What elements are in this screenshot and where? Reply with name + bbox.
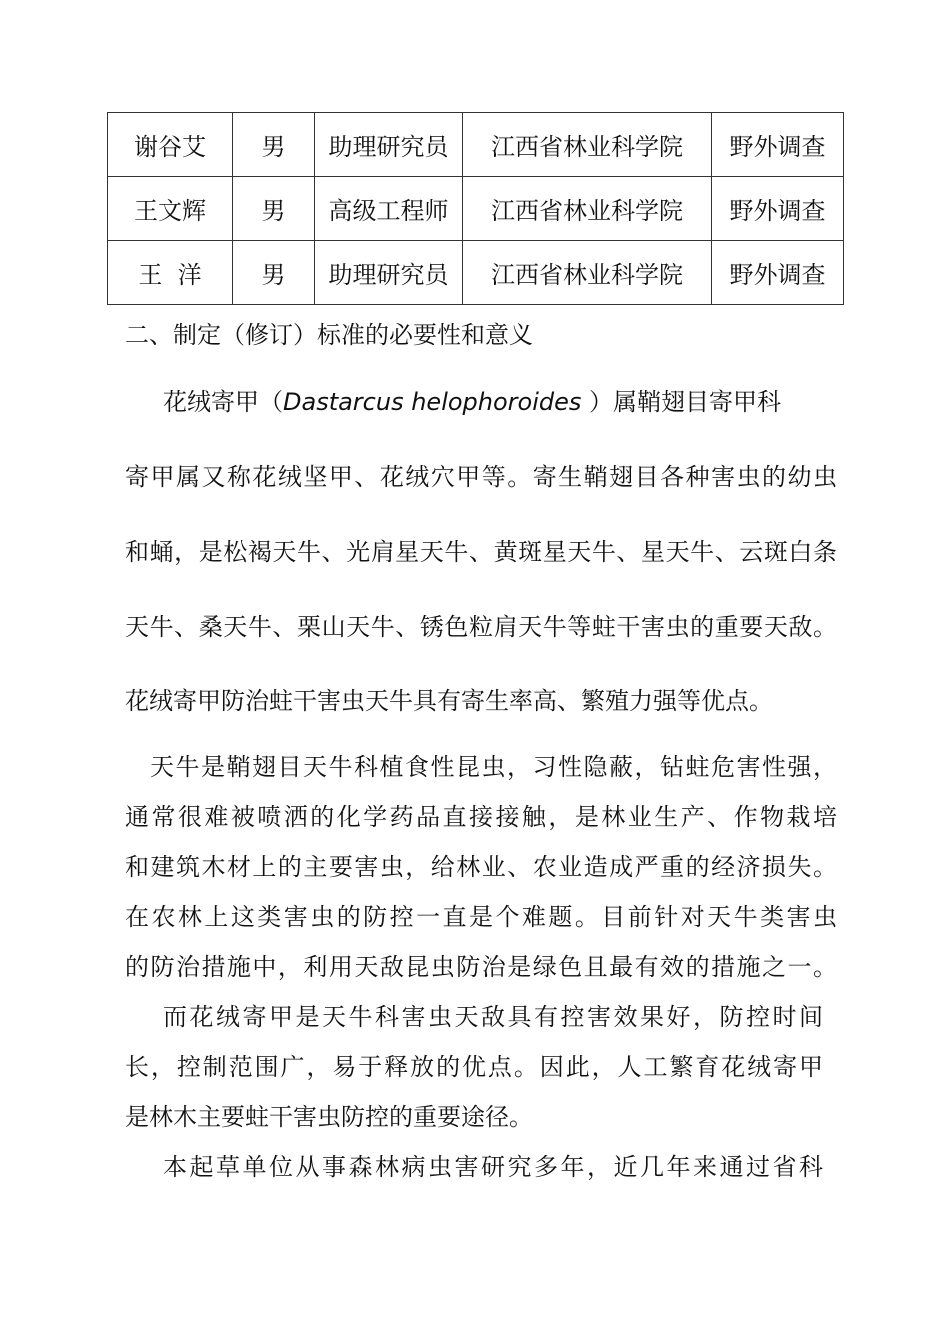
para1-line: 寄甲属又称花绒坚甲、花绒穴甲等。寄生鞘翅目各种害虫的幼虫: [125, 463, 837, 491]
table-row: [108, 177, 844, 241]
table-row: [108, 241, 844, 305]
table-cell-gender: 男: [233, 241, 315, 305]
table-cell-title: 高级工程师: [315, 177, 463, 241]
para1-line: [163, 387, 837, 417]
table-cell-title: 助理研究员: [315, 113, 463, 177]
table-cell-duty: 野外调查: [712, 241, 844, 305]
staff-table: [107, 112, 844, 305]
table-cell-name: 谢谷艾: [108, 113, 233, 177]
section-heading: 二、制定（修订）标准的必要性和意义: [125, 321, 533, 349]
para2-line: 天牛是鞘翅目天牛科植食性昆虫，习性隐蔽，钻蛀危害性强，: [150, 753, 837, 781]
para3-line: 是林木主要蛀干害虫防控的重要途径。: [125, 1103, 533, 1131]
para3-line: 而花绒寄甲是天牛科害虫天敌具有控害效果好，防控时间: [163, 1003, 823, 1031]
para1-line1-prefix: 花绒寄甲（: [163, 388, 283, 416]
table-cell-title: 助理研究员: [315, 241, 463, 305]
para2-line: 在农林上这类害虫的防控一直是个难题。目前针对天牛类害虫: [125, 903, 837, 931]
para1-line: 和蛹，是松褐天牛、光肩星天牛、黄斑星天牛、星天牛、云斑白条: [125, 538, 837, 566]
latin-species-name: Dastarcus helophoroides: [283, 388, 582, 416]
para2-line: 的防治措施中，利用天敌昆虫防治是绿色且最有效的措施之一。: [125, 953, 837, 981]
para2-line: 和建筑木材上的主要害虫，给林业、农业造成严重的经济损失。: [125, 853, 837, 881]
table-cell-organization: 江西省林业科学院: [463, 177, 712, 241]
table-cell-duty: 野外调查: [712, 113, 844, 177]
table-cell-gender: 男: [233, 113, 315, 177]
table-cell-name: 王文辉: [108, 177, 233, 241]
para4-line: 本起草单位从事森林病虫害研究多年，近几年来通过省科: [163, 1153, 823, 1181]
table-cell-gender: 男: [233, 177, 315, 241]
table-cell-organization: 江西省林业科学院: [463, 241, 712, 305]
para3-line: 长，控制范围广，易于释放的优点。因此，人工繁育花绒寄甲: [125, 1053, 823, 1081]
para1-line1-suffix: ）属鞘翅目寄甲科: [581, 388, 782, 416]
para2-line: 通常很难被喷洒的化学药品直接接触，是林业生产、作物栽培: [125, 803, 837, 831]
table-row: [108, 113, 844, 177]
para1-line: 花绒寄甲防治蛀干害虫天牛具有寄生率高、繁殖力强等优点。: [125, 687, 773, 715]
table-cell-name: 王 洋: [108, 241, 233, 305]
para1-line: 天牛、桑天牛、栗山天牛、锈色粒肩天牛等蛀干害虫的重要天敌。: [125, 613, 837, 641]
table-cell-duty: 野外调查: [712, 177, 844, 241]
table-cell-organization: 江西省林业科学院: [463, 113, 712, 177]
